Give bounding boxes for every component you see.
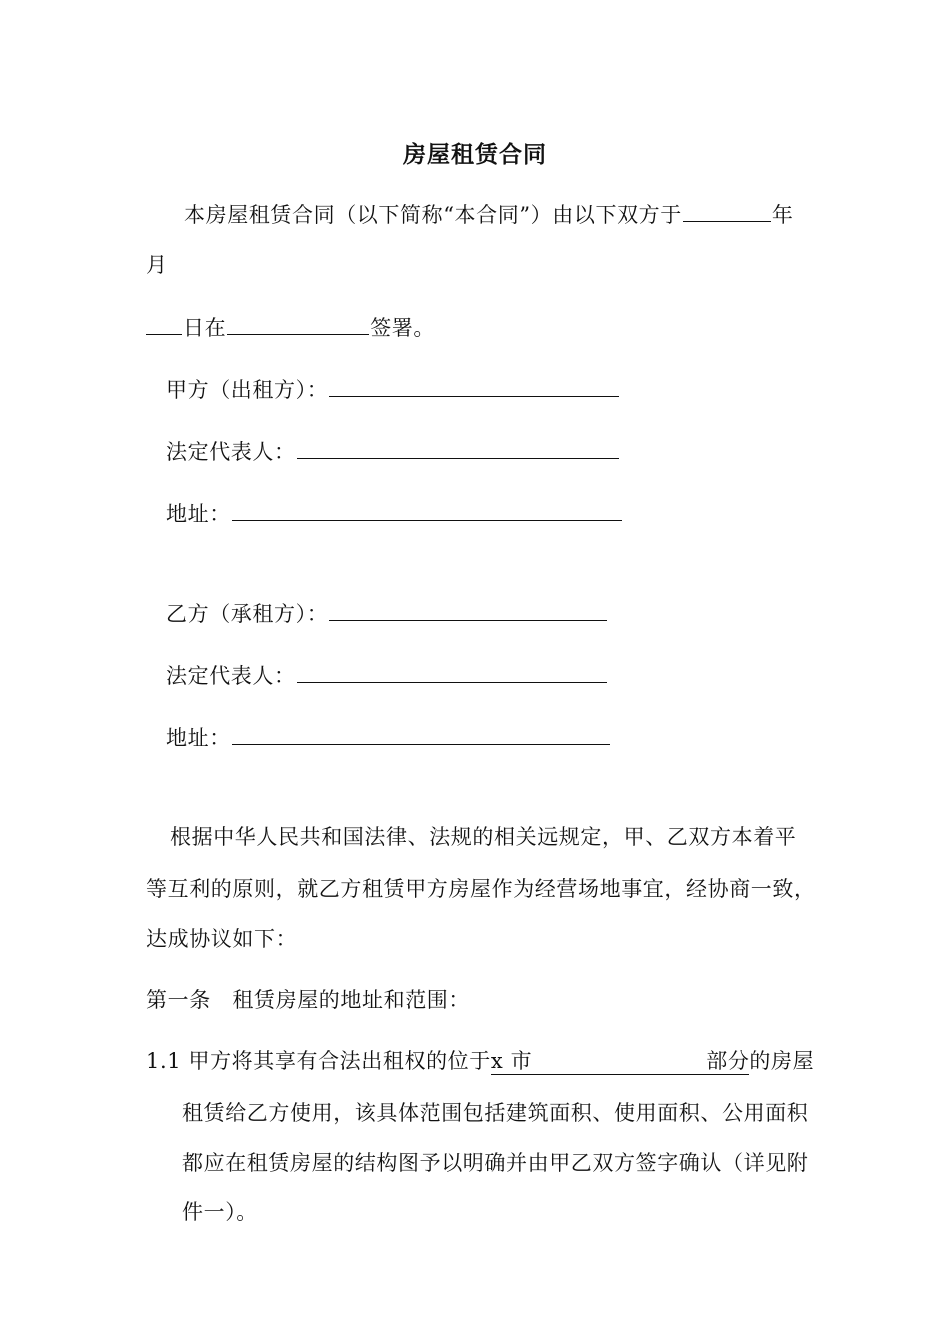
preamble-line-3: 达成协议如下： — [146, 927, 298, 951]
party-a-rep-line — [166, 436, 620, 467]
party-b-label: 乙方（承租方）： — [166, 602, 329, 626]
party-b-line — [166, 598, 608, 629]
clause-1-1-line-2: 租赁给乙方使用，该具体范围包括建筑面积、使用面积、公用面积 — [182, 1101, 809, 1125]
clause-number: 1.1 — [146, 1049, 182, 1073]
party-a-rep-blank[interactable] — [297, 436, 619, 459]
signed-label: 签署。 — [370, 316, 436, 340]
clause-1-1-line-1 — [146, 1046, 814, 1076]
clause-text-a: 甲方将其享有合法出租权的位于 — [188, 1049, 491, 1073]
month-label: 月 — [146, 253, 168, 277]
party-b-address-blank[interactable] — [232, 722, 610, 745]
article-1-heading: 第一条 租赁房屋的地址和范围： — [146, 988, 470, 1012]
party-a-address-label: 地址： — [166, 502, 231, 526]
part-value: 部分 — [706, 1049, 750, 1073]
date-blank-day[interactable] — [146, 312, 182, 335]
intro-text: 本房屋租赁合同（以下简称“本合同”）由以下双方于 — [184, 203, 682, 227]
party-a-blank[interactable] — [329, 374, 619, 397]
place-blank[interactable] — [227, 312, 369, 335]
party-b-rep-blank[interactable] — [297, 660, 607, 683]
party-a-address-blank[interactable] — [232, 498, 622, 521]
intro-line-2 — [146, 250, 168, 280]
intro-line-3 — [146, 312, 435, 343]
document-title: 房屋租赁合同 — [403, 141, 547, 168]
intro-line-1 — [184, 199, 793, 230]
city-field[interactable] — [491, 1049, 750, 1075]
party-a-line — [166, 374, 620, 405]
preamble-line-2: 等互利的原则，就乙方租赁甲方房屋作为经营场地事宜，经协商一致， — [146, 877, 816, 901]
party-a-address-line — [166, 498, 623, 529]
day-label: 日在 — [183, 316, 227, 340]
preamble-line-1: 根据中华人民共和国法律、法规的相关远规定，甲、乙双方本着平 — [170, 825, 797, 849]
date-blank-year[interactable] — [683, 199, 771, 222]
party-a-rep-label: 法定代表人： — [166, 440, 296, 464]
party-b-blank[interactable] — [329, 598, 607, 621]
clause-1-1-line-4: 件一）。 — [182, 1200, 258, 1224]
party-b-rep-label: 法定代表人： — [166, 664, 296, 688]
party-b-address-label: 地址： — [166, 726, 231, 750]
party-b-rep-line — [166, 660, 608, 691]
city-value: x 市 — [490, 1049, 533, 1073]
clause-text-b: 的房屋 — [749, 1049, 815, 1073]
party-b-address-line — [166, 722, 611, 753]
clause-1-1-line-3: 都应在租赁房屋的结构图予以明确并由甲乙双方签字确认（详见附 — [182, 1151, 809, 1175]
party-a-label: 甲方（出租方）： — [166, 378, 329, 402]
year-label: 年 — [771, 203, 794, 227]
